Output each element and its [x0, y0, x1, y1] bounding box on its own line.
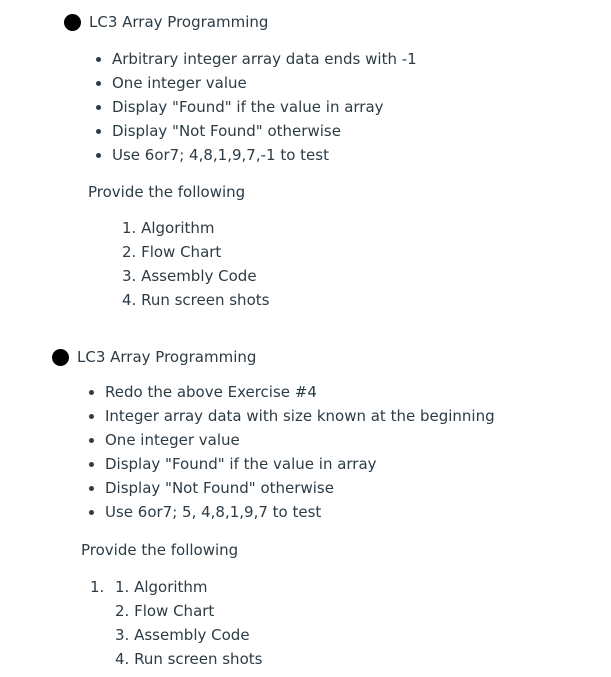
deliverables-list [122, 216, 269, 312]
bullet-dot-icon [89, 390, 94, 395]
list-item-text: Integer array data with size known at the beginning [105, 407, 495, 425]
bullet-dot-icon [96, 153, 101, 158]
deliverable-item: 1. Algorithm [115, 578, 208, 596]
filled-circle-bullet-icon [52, 349, 69, 366]
deliverables-list [115, 575, 262, 671]
bullet-dot-icon [96, 129, 101, 134]
bullet-dot-icon [89, 438, 94, 443]
list-item [89, 404, 495, 428]
list-item [96, 47, 417, 71]
section-heading: LC3 Array Programming [77, 348, 257, 366]
list-item [89, 476, 495, 500]
filled-circle-bullet-icon [64, 14, 81, 31]
bullet-dot-icon [96, 81, 101, 86]
deliverable-item: 1. Algorithm [122, 219, 215, 237]
deliverable-item: 4. Run screen shots [115, 650, 263, 668]
list-item [96, 143, 417, 167]
list-item-text: Arbitrary integer array data ends with -1 [112, 50, 417, 68]
list-item [96, 71, 417, 95]
list-item [96, 95, 417, 119]
list-item-text: Redo the above Exercise #4 [105, 383, 317, 401]
requirements-list [89, 380, 495, 524]
outer-list-number: 1. [90, 578, 105, 596]
requirements-list [96, 47, 417, 167]
provide-label: Provide the following [81, 541, 239, 559]
bullet-dot-icon [89, 510, 94, 515]
list-item-text: One integer value [112, 74, 247, 92]
list-item-text: Display "Found" if the value in array [112, 98, 384, 116]
bullet-dot-icon [89, 462, 94, 467]
deliverable-item: 4. Run screen shots [122, 291, 270, 309]
list-item-text: Display "Found" if the value in array [105, 455, 377, 473]
deliverable-item: 3. Assembly Code [122, 267, 257, 285]
list-item [89, 380, 495, 404]
deliverable-item: 2. Flow Chart [122, 243, 222, 261]
bullet-dot-icon [96, 57, 101, 62]
list-item [89, 428, 495, 452]
deliverable-item: 2. Flow Chart [115, 602, 215, 620]
section-2-heading-row [52, 345, 256, 369]
bullet-dot-icon [89, 414, 94, 419]
list-item-text: Use 6or7; 5, 4,8,1,9,7 to test [105, 503, 322, 521]
provide-label: Provide the following [88, 183, 246, 201]
section-1-heading-row [64, 10, 268, 34]
list-item-text: One integer value [105, 431, 240, 449]
deliverable-item: 3. Assembly Code [115, 626, 250, 644]
bullet-dot-icon [89, 486, 94, 491]
bullet-dot-icon [96, 105, 101, 110]
list-item-text: Use 6or7; 4,8,1,9,7,-1 to test [112, 146, 329, 164]
list-item-text: Display "Not Found" otherwise [105, 479, 334, 497]
list-item [96, 119, 417, 143]
section-heading: LC3 Array Programming [89, 13, 269, 31]
list-item [89, 452, 495, 476]
list-item-text: Display "Not Found" otherwise [112, 122, 341, 140]
list-item [89, 500, 495, 524]
